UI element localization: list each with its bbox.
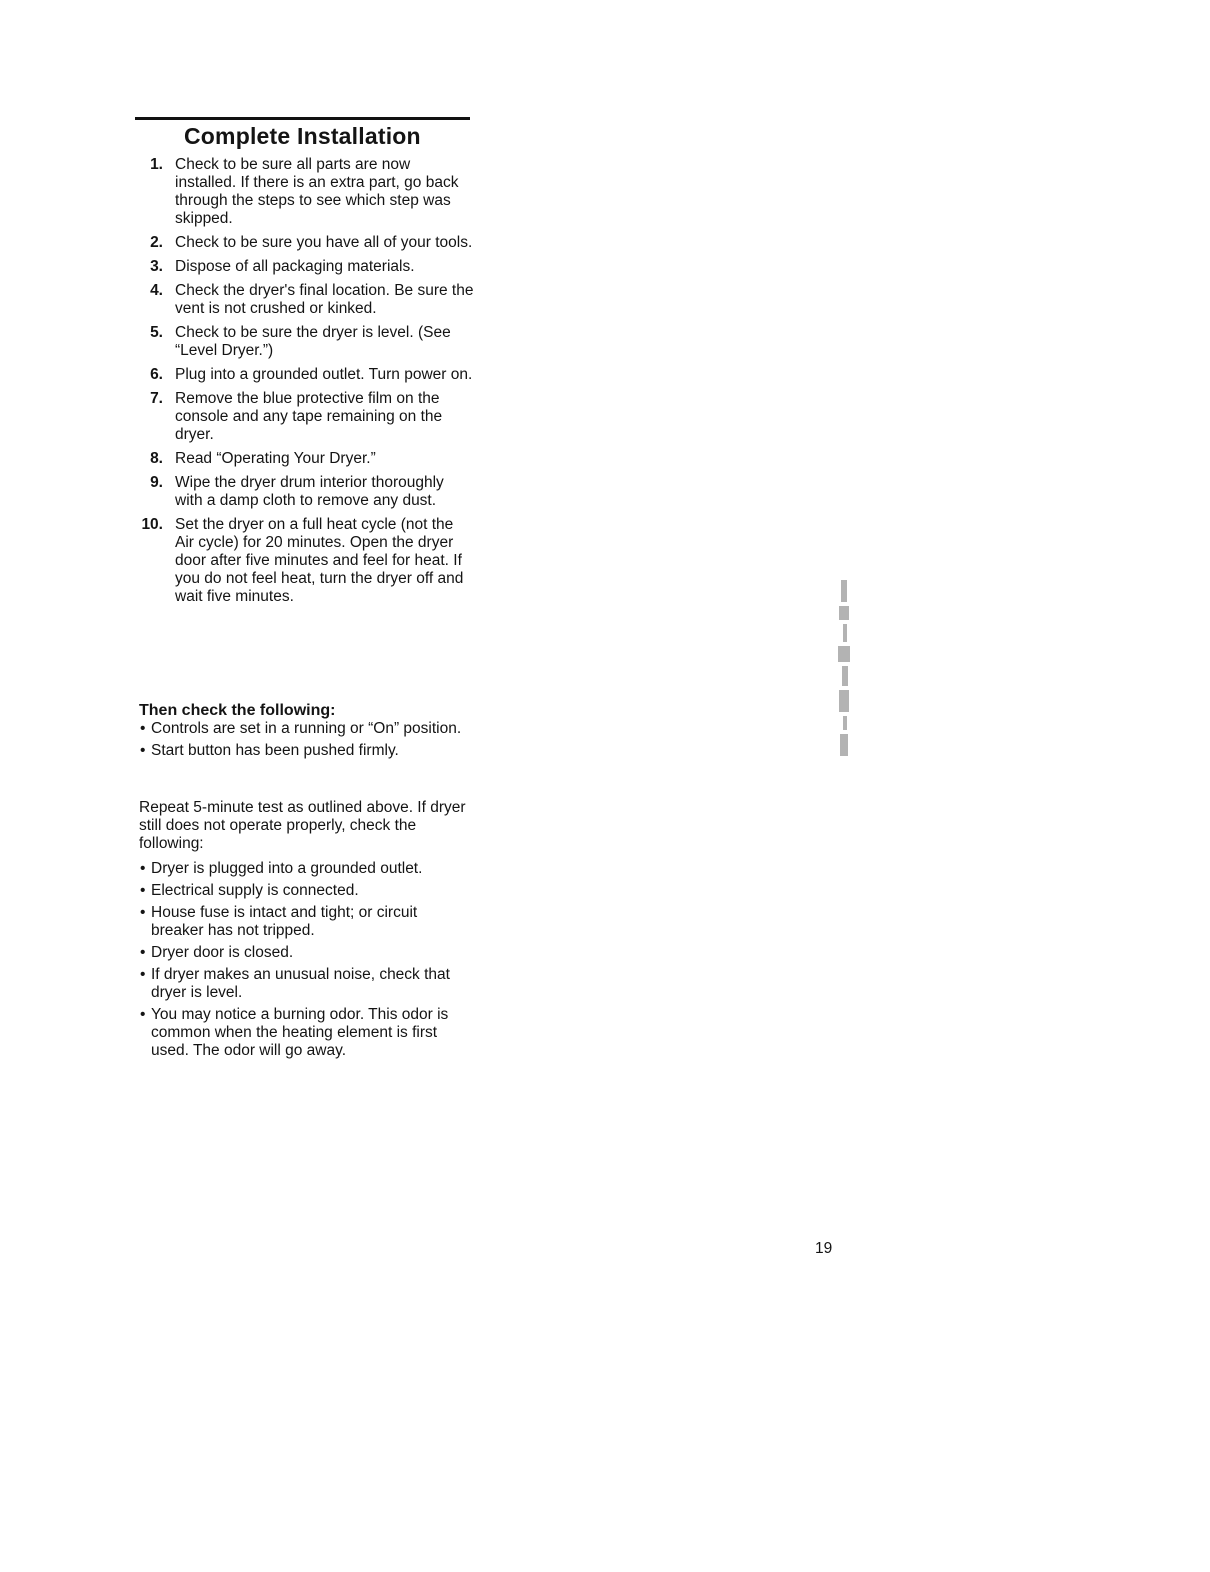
step-number: 7. [150,390,163,407]
step-item [135,390,475,444]
step-number: 4. [150,282,163,299]
scan-artifact-mark [834,580,854,760]
troubleshoot-item: • If dryer makes an unusual noise, check that dryer is level. [139,966,469,1002]
step-item [135,156,475,228]
step-item [135,516,475,606]
step-number: 5. [150,324,163,341]
step-text: Read “Operating Your Dryer.” [175,450,376,467]
step-text: Wipe the dryer drum interior thoroughly with a damp cloth to remove any dust. [175,474,444,509]
step-text: Check to be sure the dryer is level. (See “Level Dryer.”) [175,324,451,359]
page-number: 19 [815,1240,833,1257]
troubleshoot-item: • Dryer is plugged into a grounded outlet. [139,860,469,878]
step-number: 6. [150,366,163,383]
step-number: 10. [141,516,163,533]
step-text: Check to be sure you have all of your tools. [175,234,473,251]
step-text: Dispose of all packaging materials. [175,258,415,275]
troubleshoot-item: • You may notice a burning odor. This odor is common when the heating element is first used. The odor will go away. [139,1006,469,1060]
step-text: Plug into a grounded outlet. Turn power on. [175,366,473,383]
step-text: Check the dryer's final location. Be sure the vent is not crushed or kinked. [175,282,474,317]
check-item: • Start button has been pushed firmly. [139,742,469,760]
troubleshoot-item: • Electrical supply is connected. [139,882,469,900]
step-item [135,282,475,318]
step-text: Set the dryer on a full heat cycle (not the Air cycle) for 20 minutes. Open the dryer door after five minutes and feel for heat. If you do not feel heat, turn the dryer off and wait five minutes. [175,516,464,605]
troubleshoot-list [139,860,469,1064]
step-number: 9. [150,474,163,491]
step-number: 3. [150,258,163,275]
installation-steps [135,156,475,612]
repeat-paragraph: Repeat 5-minute test as outlined above. If dryer still does not operate properly, check the following: [139,799,466,852]
step-number: 8. [150,450,163,467]
troubleshoot-item: • Dryer door is closed. [139,944,469,962]
step-text: Remove the blue protective film on the console and any tape remaining on the dryer. [175,390,443,443]
step-item [135,234,475,252]
check-heading: Then check the following: [139,702,336,719]
step-number: 2. [150,234,163,251]
troubleshoot-item: • House fuse is intact and tight; or circuit breaker has not tripped. [139,904,469,940]
step-item [135,366,475,384]
step-item [135,450,475,468]
step-item [135,324,475,360]
section-title: Complete Installation [184,123,421,149]
step-item [135,474,475,510]
step-number: 1. [150,156,163,173]
step-text: Check to be sure all parts are now installed. If there is an extra part, go back through the steps to see which step was skipped. [175,156,459,227]
section-rule [135,117,470,120]
check-list [139,720,469,764]
step-item [135,258,475,276]
check-item: • Controls are set in a running or “On” position. [139,720,469,738]
